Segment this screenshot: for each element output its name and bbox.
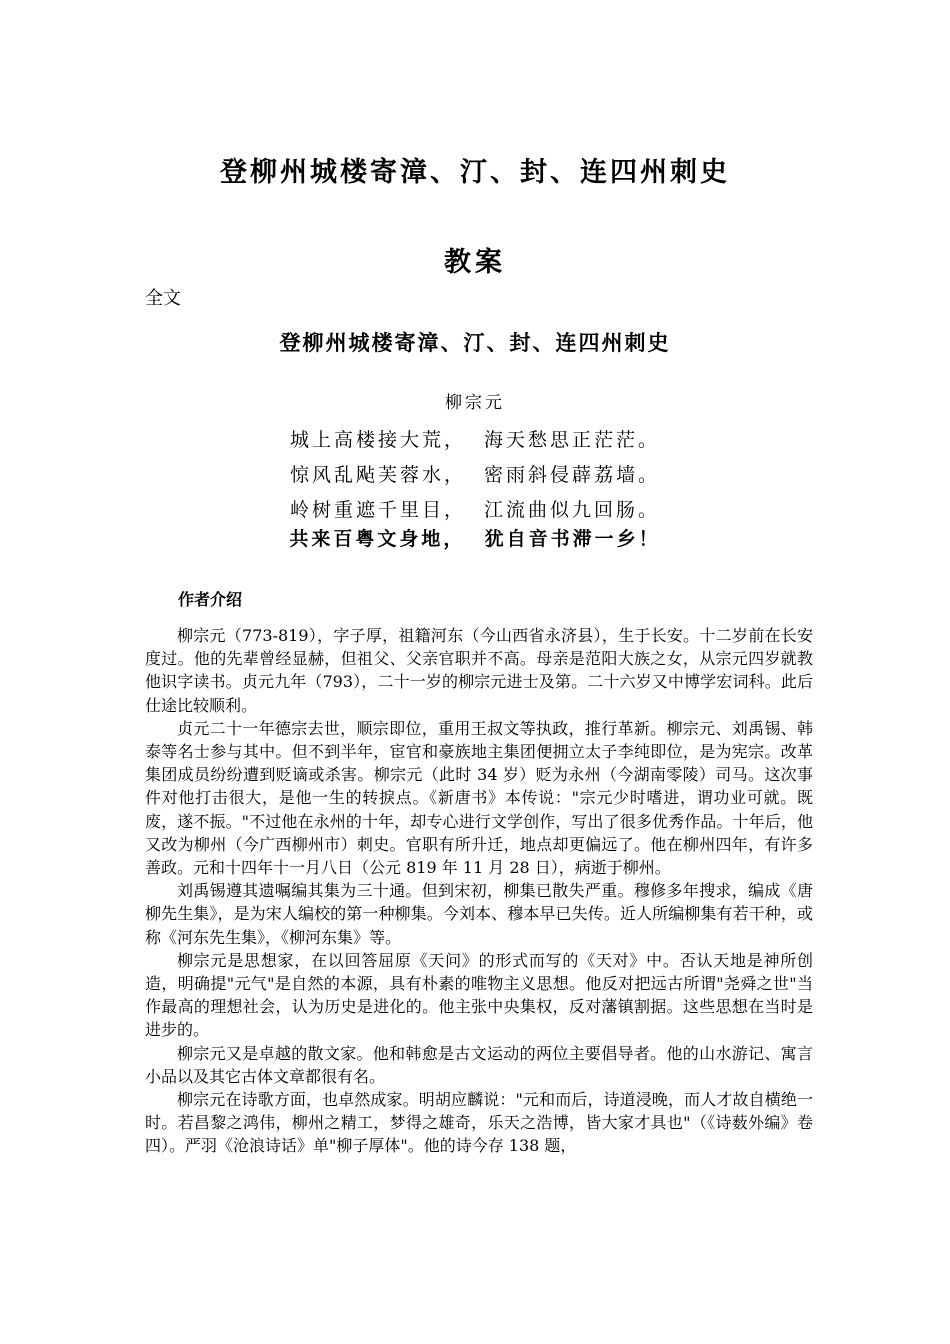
poem-line: 惊风乱飐芙蓉水， 密雨斜侵薜荔墙。 [289, 464, 661, 486]
document-title: 登柳州城楼寄漳、汀、封、连四州刺史 [220, 157, 730, 188]
poem-line: 城上高楼接大荒， 海天愁思正茫茫。 [289, 429, 661, 451]
author-intro-body [145, 624, 813, 1158]
paragraph: 贞元二十一年德宗去世，顺宗即位，重用王叔文等执政，推行革新。柳宗元、刘禹锡、韩泰等名士参与其中。但不到半年，宦官和豪族地主集团便拥立太子李纯即位，是为宪宗。改革集团成员纷纷遭到贬谪或杀害。柳宗元（此时 34 岁）贬为永州（今湖南零陵）司马。这次事件对他打击很大，是他一生的转捩点。《新唐书》本传说："宗元少时嗜进，谓功业可就。既废，遂不振。"不过他在永州的十年，却专心进行文学创作，写出了很多优秀作品。十年后，他又改为柳州（今广西柳州市）刺史。官职有所升迁，地点却更偏远了。他在柳州四年，有许多善政。元和十四年十一月八日（公元 819 年 11 月 28 日），病逝于柳州。 [145, 718, 813, 878]
poem-author: 柳宗元 [445, 393, 505, 413]
paragraph: 柳宗元是思想家，在以回答屈原《天问》的形式而写的《天对》中。否认天地是神所创造，明确提"元气"是自然的本源，具有朴素的唯物主义思想。他反对把远古所谓"尧舜之世"当作最高的理想社会，认为历史是进化的。他主张中央集权，反对藩镇割据。这些思想在当时是进步的。 [145, 950, 813, 1040]
poem-title: 登柳州城楼寄漳、汀、封、连四州刺史 [279, 330, 671, 355]
paragraph: 柳宗元在诗歌方面，也卓然成家。明胡应麟说："元和而后，诗道浸晚，而人才故自横绝一时。若昌黎之鸿伟，柳州之精工，梦得之雄奇，乐天之浩博，皆大家才具也"（《诗薮外编》卷四）。严羽《沧浪诗话》单"柳子厚体"。他的诗今存 138 题， [145, 1090, 813, 1156]
poem-line: 共来百粤文身地， 犹自音书滞一乡！ [289, 528, 661, 550]
section-label-fulltext: 全文 [145, 288, 181, 309]
paragraph: 刘禹锡遵其遗嘱编其集为三十通。但到宋初，柳集已散失严重。穆修多年搜求，编成《唐柳先生集》，是为宋人编校的第一种柳集。今刘本、穆本早已失传。近人所编柳集有若干种，或称《河东先生集》，《柳河东集》等。 [145, 881, 813, 947]
poem-line: 岭树重遮千里目， 江流曲似九回肠。 [289, 499, 661, 521]
author-intro-heading: 作者介绍 [178, 590, 243, 609]
document-subtitle: 教案 [444, 247, 506, 278]
paragraph: 柳宗元（773-819），字子厚，祖籍河东（今山西省永济县），生于长安。十二岁前在长安度过。他的先辈曾经显赫，但祖父、父亲官职并不高。母亲是范阳大族之女，从宗元四岁就教他识字读书。贞元九年（793），二十一岁的柳宗元进士及第。二十六岁又中博学宏词科。此后仕途比较顺利。 [145, 626, 813, 715]
paragraph: 柳宗元又是卓越的散文家。他和韩愈是古文运动的两位主要倡导者。他的山水游记、寓言小品以及其它古体文章都很有名。 [145, 1043, 813, 1086]
